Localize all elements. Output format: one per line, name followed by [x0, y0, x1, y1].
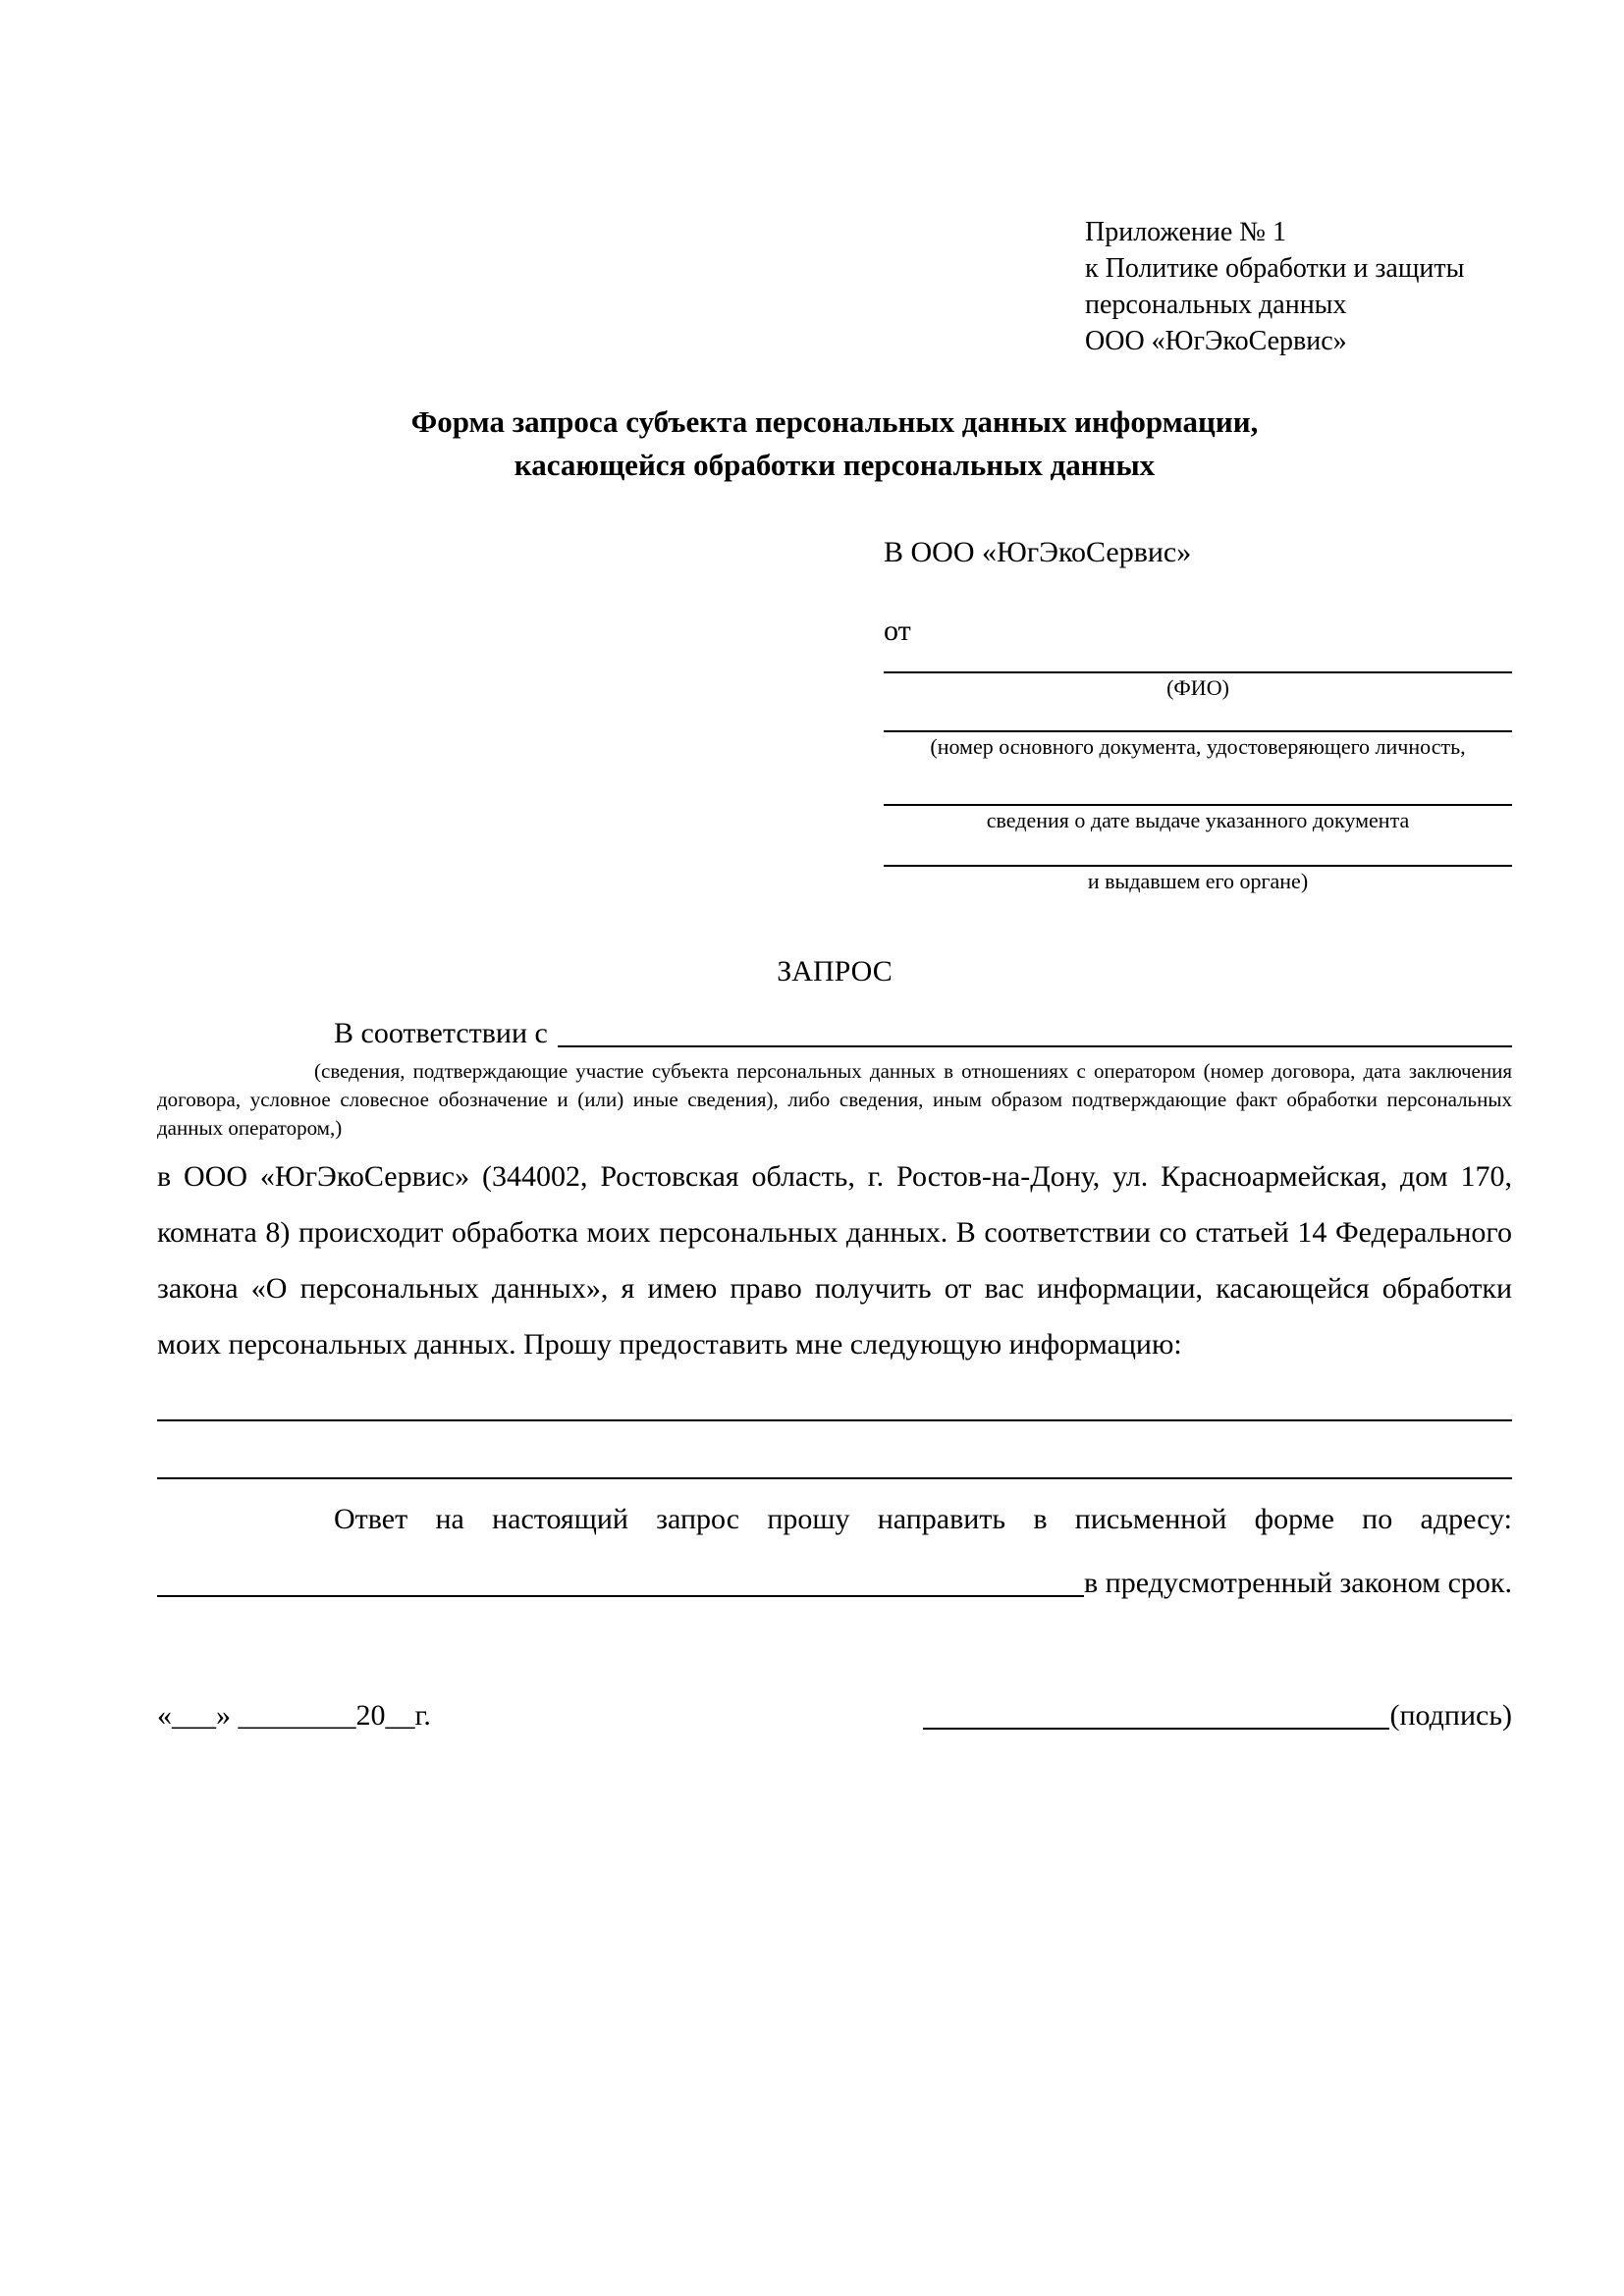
appendix-line-4: ООО «ЮгЭкоСервис» — [1085, 326, 1347, 356]
from-label: от — [884, 614, 911, 647]
accordance-label: В соответствии с — [334, 1017, 548, 1049]
doc-number-caption: (номер основного документа, удостоверяющего личность, — [930, 734, 1466, 759]
doc-number-blank-line — [884, 703, 1512, 732]
appendix-line-2: к Политике обработки и защиты — [1085, 253, 1465, 284]
appendix-note — [1085, 214, 1512, 359]
info-blank-line-2 — [157, 1421, 1512, 1479]
date-field: «___» ________20__г. — [157, 1699, 431, 1732]
deadline-text: в предусмотренный законом срок. — [1084, 1567, 1512, 1599]
appendix-line-3: персональных данных — [1085, 290, 1347, 320]
accordance-note: (сведения, подтверждающие участие субъекта персональных данных в отношениях с оператором (номер договора, дата заключения договора, условное словесное обозначение и (или) иные сведения), либо сведения, иным образом подтверждающие факт обработки персональных данных оператором,) — [157, 1059, 1512, 1140]
signature-row — [157, 1696, 1512, 1735]
address-blank-line — [157, 1595, 1084, 1597]
fio-blank-line — [884, 648, 1512, 673]
issuing-authority-blank-line — [884, 835, 1512, 867]
info-blank-line-1 — [157, 1372, 1512, 1421]
issuing-authority-caption: и выдавшем его органе) — [1087, 869, 1309, 893]
signature-blank-line — [923, 1728, 1389, 1730]
accordance-blank-line — [558, 1014, 1512, 1047]
document-title-line-1: Форма запроса субъекта персональных данных информации, — [410, 404, 1259, 439]
deadline-row — [157, 1547, 1512, 1603]
addressee-block — [884, 536, 1512, 896]
accordance-row — [157, 1014, 1512, 1053]
signature-caption: (подпись) — [1389, 1699, 1512, 1732]
request-heading: ЗАПРОС — [777, 955, 893, 988]
appendix-line-1: Приложение № 1 — [1085, 217, 1286, 247]
body-paragraph: в ООО «ЮгЭкоСервис» (344002, Ростовская область, г. Ростов-на-Дону, ул. Красноармейская, дом 170, комната 8) происходит обработка моих персональных данных. В соответствии со статьей 14 Федерального закона «О персональных данных», я имею право получить от вас информации, касающейся обработки моих персональных данных. Прошу предоставить мне следующую информацию: — [157, 1160, 1512, 1361]
fio-caption: (ФИО) — [1166, 675, 1229, 700]
document-title-line-2: касающейся обработки персональных данных — [514, 448, 1156, 482]
issue-date-caption: сведения о дате выдаче указанного документа — [986, 808, 1410, 832]
issue-date-blank-line — [884, 762, 1512, 806]
document-title — [157, 400, 1512, 487]
recipient-line: В ООО «ЮгЭкоСервис» — [884, 536, 1192, 568]
reply-paragraph: Ответ на настоящий запрос прошу направить в письменной форме по адресу: — [334, 1503, 1512, 1535]
signature-group — [923, 1696, 1512, 1735]
